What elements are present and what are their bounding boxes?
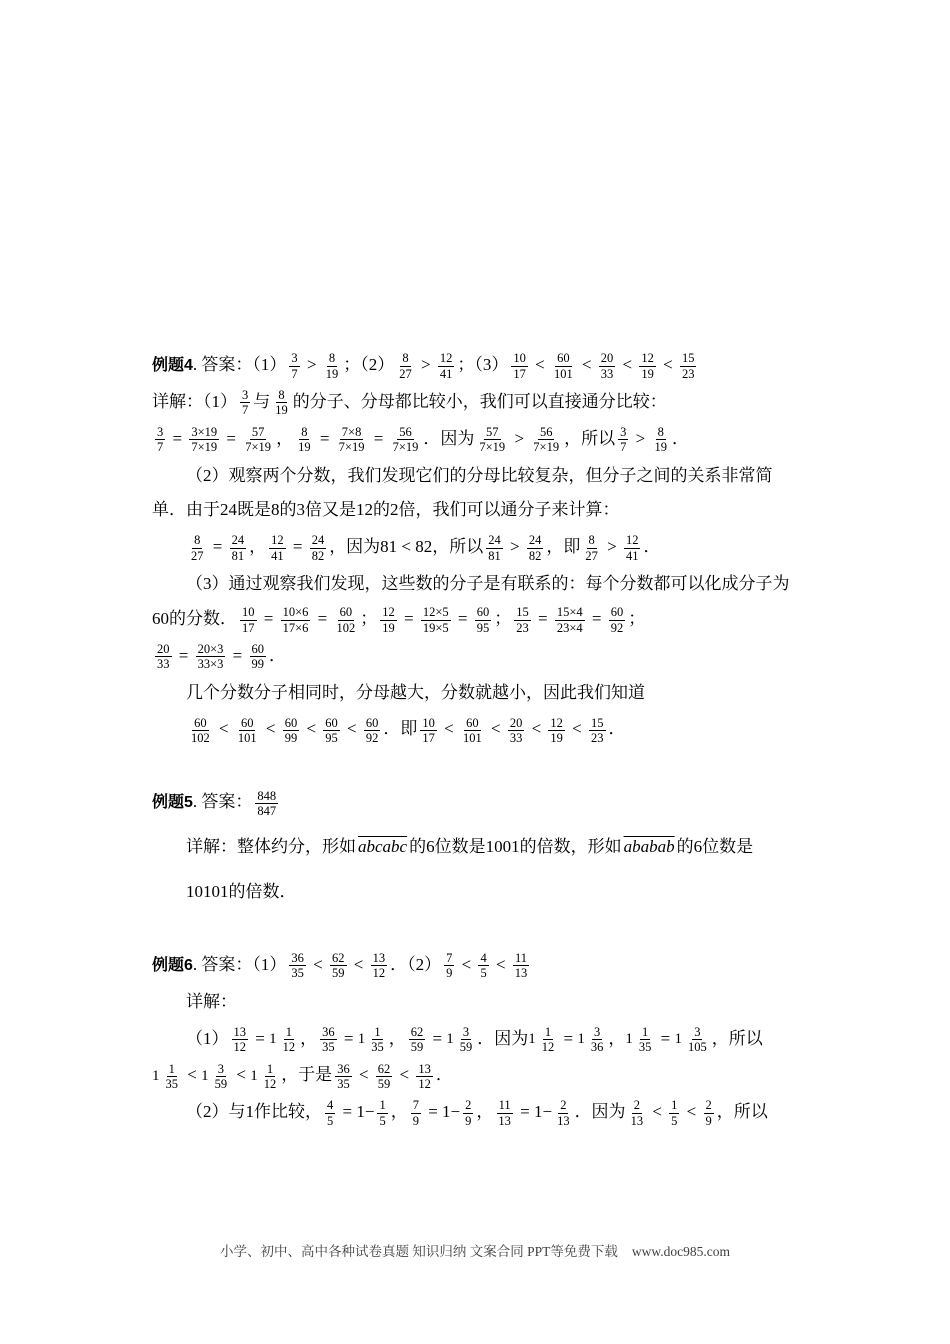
fraction: $\frac{57}{7\times 19}$ xyxy=(479,424,506,455)
fraction: $\frac{3}{105}$ xyxy=(687,1024,707,1055)
fraction: $\frac{60}{92}$ xyxy=(365,715,379,746)
fraction: $\frac{3}{7}$ xyxy=(157,424,164,455)
fraction: $\frac{8}{19}$ xyxy=(275,388,288,418)
fraction: $\frac{3}{7}$ xyxy=(242,388,249,418)
fraction: $\frac{60}{95}$ xyxy=(325,715,338,746)
example5-detail-line2: 10101的倍数． xyxy=(186,881,297,901)
mixed-number: 1 $\frac{1}{35}$ xyxy=(357,1024,384,1055)
fraction: $\frac{15\times 4}{23\times 4}$ xyxy=(556,605,583,635)
fraction: $\frac{8}{27}$ xyxy=(191,533,204,563)
fraction: $\frac{12\times 5}{19\times 5}$ xyxy=(422,605,449,635)
fraction: $\frac{36}{35}$ xyxy=(291,951,304,981)
fraction: $\frac{56}{7\times 19}$ xyxy=(533,424,560,455)
fraction: $\frac{15}{23}$ xyxy=(681,351,695,381)
fraction: $\frac{56}{7\times 19}$ xyxy=(392,424,419,455)
fraction: $\frac{3\times 19}{7\times 19}$ xyxy=(191,424,218,455)
fraction: $\frac{20}{33}$ xyxy=(509,715,523,746)
fraction: $\frac{10\times 6}{17\times 6}$ xyxy=(282,605,309,635)
example4-part3-text: （3）通过观察我们发现，这些数的分子是有联系的：每个分数都可以化成分子为60的分数． $\frac{10}{17}$ = $\frac{10\times 6}{17\times 6}$ = $\frac{60}{102}$ ； $\frac{12}{19}$ = $\frac{12\times 5}{19\times 5}$ = $\frac{60}{95}$ ； $\frac{15}{23}$ = $\frac{15\times 4}{23\times 4}$ = $\frac{60}{92}$ ； xyxy=(152,574,790,635)
fraction: $\frac{7\times 8}{7\times 19}$ xyxy=(338,424,365,455)
fraction: $\frac{20}{33}$ xyxy=(600,351,614,381)
mixed-number: 1 $\frac{3}{36}$ xyxy=(577,1024,604,1055)
example4-answer-line: 例题4. 答案：（1） $\frac{3}{7}$ > $\frac{8}{19}$ ；（2） $\frac{8}{27}$ > $\frac{12}{41}$ ；（3） $\frac{10}{17}$ < $\frac{60}{101}$ < $\frac{20}{33}$ < $\frac{12}{19}$ < $\frac{15}{23}$ xyxy=(152,351,695,381)
mixed-number: 1 $\frac{1}{12}$ xyxy=(269,1024,296,1055)
fraction: $\frac{3}{59}$ xyxy=(214,1061,228,1091)
fraction: $\frac{10}{17}$ xyxy=(422,715,435,746)
fraction: $\frac{1}{5}$ xyxy=(379,1098,386,1128)
mixed-number: 1 $\frac{1}{35}$ xyxy=(625,1024,652,1055)
fraction: $\frac{12}{19}$ xyxy=(382,605,395,635)
fraction: $\frac{12}{19}$ xyxy=(641,351,654,381)
fraction: $\frac{62}{59}$ xyxy=(377,1061,391,1091)
fraction: $\frac{62}{59}$ xyxy=(332,951,345,981)
fraction: $\frac{24}{81}$ xyxy=(488,533,501,563)
fraction: $\frac{13}{12}$ xyxy=(418,1061,431,1091)
fraction: $\frac{2}{9}$ xyxy=(705,1098,712,1128)
fraction: $\frac{3}{59}$ xyxy=(459,1024,473,1055)
fraction: $\frac{24}{82}$ xyxy=(311,533,325,563)
fraction: $\frac{2}{13}$ xyxy=(557,1098,570,1128)
fraction: $\frac{36}{35}$ xyxy=(337,1061,350,1091)
fraction: $\frac{60}{101}$ xyxy=(237,715,257,746)
fraction: $\frac{8}{19}$ xyxy=(325,351,339,381)
example6-part2-equations: （2）与1作比较， $\frac{4}{5}$ = 1− $\frac{1}{5}$ ， $\frac{7}{9}$ = 1− $\frac{2}{9}$ ， $\frac{11}{13}$ = 1− $\frac{2}{13}$ ．因为 $\frac{2}{13}$ < $\frac{1}{5}$ < $\frac{2}{9}$ ，所以 xyxy=(186,1098,768,1128)
fraction: $\frac{12}{41}$ xyxy=(439,351,453,381)
example4-conclusion-equation: $\frac{60}{102}$ < $\frac{60}{101}$ < $\frac{60}{99}$ < $\frac{60}{95}$ < $\frac{60}{92}$ ．即 $\frac{10}{17}$ < $\frac{60}{101}$ < $\frac{20}{33}$ < $\frac{12}{19}$ < $\frac{15}{23}$ ． xyxy=(191,715,626,746)
fraction: $\frac{1}{12}$ xyxy=(263,1061,277,1091)
fraction: $\frac{36}{35}$ xyxy=(322,1024,335,1055)
fraction: $\frac{10}{17}$ xyxy=(242,605,255,635)
fraction: $\frac{13}{12}$ xyxy=(233,1024,246,1055)
footer-text: 小学、初中、高中各种试卷真题 知识归纳 文案合同 PPT等免费下载 xyxy=(220,1244,618,1259)
fraction: $\frac{24}{82}$ xyxy=(528,533,542,563)
fraction: $\frac{12}{41}$ xyxy=(271,533,284,563)
fraction: $\frac{60}{99}$ xyxy=(284,715,298,746)
fraction: $\frac{13}{12}$ xyxy=(372,951,386,981)
example4-detail-intro: 详解：（1） $\frac{3}{7}$ 与 $\frac{8}{19}$ 的分子、分母都比较小，我们可以直接通分比较： xyxy=(152,388,667,418)
fraction: $\frac{8}{19}$ xyxy=(654,424,667,455)
mixed-number: 1 $\frac{1}{12}$ xyxy=(528,1024,555,1055)
fraction: $\frac{3}{36}$ xyxy=(590,1024,604,1055)
fraction: $\frac{24}{81}$ xyxy=(231,533,245,563)
fraction: $\frac{3}{7}$ xyxy=(291,351,298,381)
fraction: $\frac{60}{95}$ xyxy=(476,605,490,635)
fraction: $\frac{3}{7}$ xyxy=(620,424,627,455)
example4-part3-equation2: $\frac{20}{33}$ = $\frac{20\times 3}{33\times 3}$ = $\frac{60}{99}$ ． xyxy=(157,641,286,672)
document-body xyxy=(152,346,804,1132)
fraction: $\frac{57}{7\times 19}$ xyxy=(245,424,272,455)
example6-part1-equations: （1） $\frac{13}{12}$ = 1 $\frac{1}{12}$ ， $\frac{36}{35}$ = 1 $\frac{1}{35}$ ， $\frac{62}{59}$ = 1 $\frac{3}{59}$ ．因为 1 $\frac{1}{12}$ = 1 $\frac{3}{36}$ ， 1 $\frac{1}{35}$ = 1 $\frac{3}{105}$ ，所以 xyxy=(186,1024,763,1055)
example-label: 例题6 xyxy=(152,956,193,974)
fraction: $\frac{12}{19}$ xyxy=(550,715,563,746)
mixed-number: 1 $\frac{3}{105}$ xyxy=(674,1024,707,1055)
fraction: $\frac{20}{33}$ xyxy=(157,641,170,672)
example6-detail-label: 详解： xyxy=(186,991,237,1011)
fraction: $\frac{60}{101}$ xyxy=(553,351,573,381)
fraction: $\frac{4}{5}$ xyxy=(480,951,487,981)
fraction: $\frac{62}{59}$ xyxy=(410,1024,424,1055)
fraction: $\frac{1}{35}$ xyxy=(638,1024,652,1055)
fraction: $\frac{15}{23}$ xyxy=(591,715,604,746)
fraction: $\frac{15}{23}$ xyxy=(516,605,529,635)
page-footer xyxy=(0,1240,950,1260)
example6-answer-line: 例题6. 答案：（1） $\frac{36}{35}$ < $\frac{62}{59}$ < $\frac{13}{12}$ ．（2） $\frac{7}{9}$ < $\frac{4}{5}$ < $\frac{11}{13}$ xyxy=(152,951,528,981)
fraction: $\frac{12}{41}$ xyxy=(625,533,639,563)
mixed-number: 1 $\frac{3}{59}$ xyxy=(201,1061,228,1091)
example4-part1-equations: $\frac{3}{7}$ = $\frac{3\times 19}{7\times 19}$ = $\frac{57}{7\times 19}$ ， $\frac{8}{19}$ = $\frac{7\times 8}{7\times 19}$ = $\frac{56}{7\times 19}$ ．因为 $\frac{57}{7\times 19}$ > $\frac{56}{7\times 19}$ ，所以 $\frac{3}{7}$ > $\frac{8}{19}$ ． xyxy=(157,424,689,455)
footer-site-url: www.doc985.com xyxy=(631,1244,730,1259)
fraction: $\frac{7}{9}$ xyxy=(446,951,453,981)
fraction: $\frac{20\times 3}{33\times 3}$ xyxy=(197,641,224,672)
fraction: $\frac{1}{12}$ xyxy=(541,1024,555,1055)
fraction: $\frac{2}{13}$ xyxy=(630,1098,644,1128)
mixed-number: 1 $\frac{1}{12}$ xyxy=(250,1061,277,1091)
example-label: 例题5 xyxy=(152,794,193,812)
fraction: $\frac{8}{27}$ xyxy=(399,351,412,381)
fraction: $\frac{60}{92}$ xyxy=(610,605,624,635)
fraction: $\frac{60}{102}$ xyxy=(336,605,356,635)
example-label: 例题4 xyxy=(152,357,193,374)
fraction: $\frac{1}{35}$ xyxy=(371,1024,384,1055)
mixed-number: 1 $\frac{3}{59}$ xyxy=(446,1024,473,1055)
overline-number: abcabc xyxy=(358,837,408,857)
mixed-number: 1 $\frac{1}{35}$ xyxy=(152,1061,178,1091)
example5-answer-line: 例题5. 答案： $\frac{848}{847}$ xyxy=(152,788,277,818)
example5-detail: 详解：整体约分，形如 abcabc 的6位数是1001的倍数，形如 ababab 的6位数是 xyxy=(186,837,754,857)
fraction: $\frac{1}{12}$ xyxy=(282,1024,296,1055)
example4-part2-equations: $\frac{8}{27}$ = $\frac{24}{81}$ ， $\frac{12}{41}$ = $\frac{24}{82}$ ，因为81 < 82，所以 $\frac{24}{81}$ > $\frac{24}{82}$ ，即 $\frac{8}{27}$ > $\frac{12}{41}$ ． xyxy=(191,533,661,563)
fraction: $\frac{60}{99}$ xyxy=(251,641,264,672)
fraction: $\frac{8}{19}$ xyxy=(298,424,311,455)
example4-part2-text: （2）观察两个分数，我们发现它们的分母比较复杂，但分子之间的关系非常简单．由于24既是8的3倍又是12的2倍，我们可以通分子来计算： xyxy=(152,465,773,520)
fraction: $\frac{8}{27}$ xyxy=(585,533,598,563)
fraction: $\frac{60}{102}$ xyxy=(191,715,210,746)
fraction: $\frac{7}{9}$ xyxy=(412,1098,419,1128)
fraction: $\frac{1}{35}$ xyxy=(165,1061,178,1091)
fraction: $\frac{11}{13}$ xyxy=(514,951,528,981)
fraction: $\frac{10}{17}$ xyxy=(513,351,526,381)
example4-conclusion-text: 几个分数分子相同时，分母越大，分数就越小，因此我们知道 xyxy=(186,682,645,702)
fraction: $\frac{11}{13}$ xyxy=(498,1098,511,1128)
fraction: $\frac{1}{5}$ xyxy=(671,1098,678,1128)
fraction: $\frac{4}{5}$ xyxy=(327,1098,334,1128)
overline-number: ababab xyxy=(623,837,675,857)
fraction: $\frac{60}{101}$ xyxy=(462,715,482,746)
fraction: $\frac{2}{9}$ xyxy=(465,1098,472,1128)
example6-part1-conclusion: 1 $\frac{1}{35}$ < 1 $\frac{3}{59}$ < 1 $\frac{1}{12}$ ，于是 $\frac{36}{35}$ < $\frac{62}{59}$ < $\frac{13}{12}$ ． xyxy=(152,1061,453,1091)
fraction: $\frac{848}{847}$ xyxy=(257,788,277,818)
